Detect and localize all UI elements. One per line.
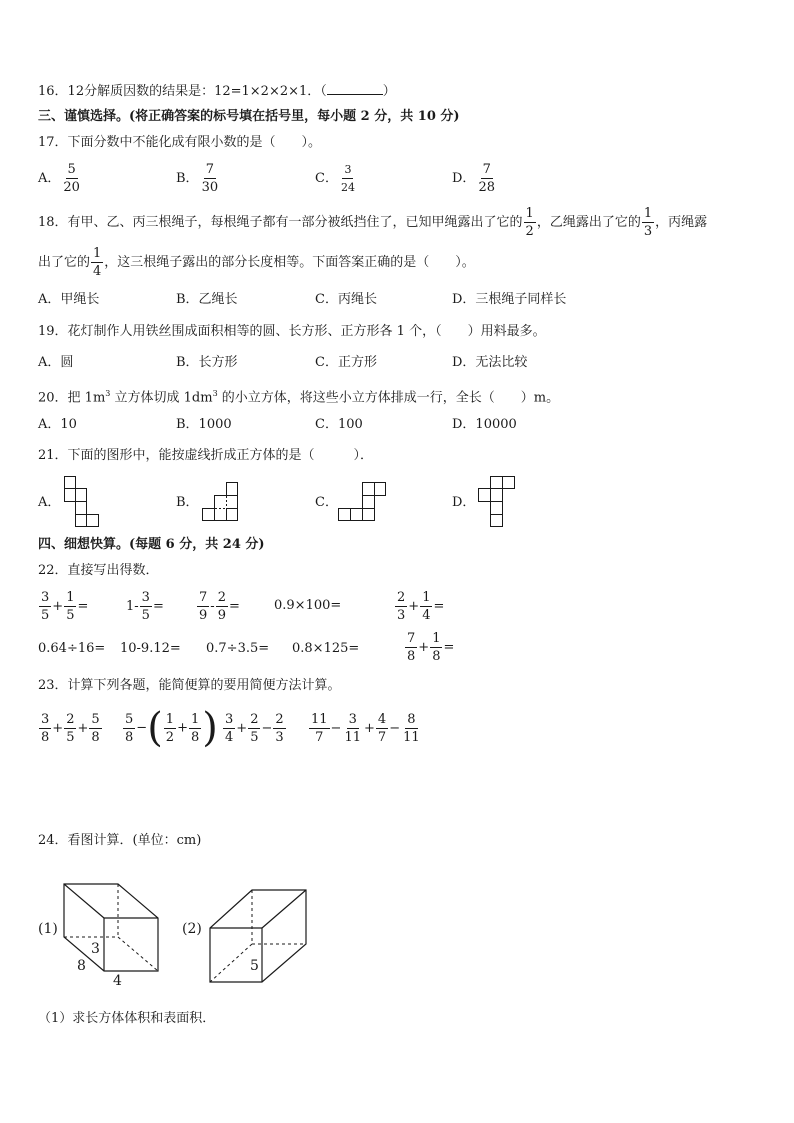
fraction: $\frac{7}{30}$: [201, 162, 219, 195]
q22-item-6: 0.64÷16=: [38, 641, 106, 656]
fraction: $\frac{1}{3}$: [643, 206, 653, 239]
question-18-line-1: 18．有甲、乙、丙三根绳子，每根绳子都有一部分被纸挡住了，已知甲绳露出了它的 $\frac{1}{2}$ ，乙绳露出了它的 $\frac{1}{3}$ ，丙绳露: [38, 206, 708, 239]
question-18-line-2: 出了它的 $\frac{1}{4}$ ，这三根绳子露出的部分长度相等。下面答案正确的是（ ）。: [38, 246, 475, 279]
fraction: $\frac{7}{28}$: [478, 162, 495, 195]
question-20: 20．把 $1m^3$ 立方体切成 $1dm^3$ 的小立方体，将这些小立方体排成一行，全长（ ）m。: [38, 389, 560, 406]
fraction: $\frac{1}{2}$: [525, 206, 534, 239]
q22-item-2: 1- $\frac{3}{5}$ =: [126, 590, 164, 623]
q23-expr-4: $\frac{11}{7}$ − $\frac{3}{11}$ + $\frac{4}{7}$ − $\frac{8}{11}$: [311, 712, 420, 745]
q18-option-d[interactable]: D．三根绳子同样长: [452, 292, 567, 307]
q19-option-c[interactable]: C．正方形: [315, 355, 377, 370]
q19-option-d[interactable]: D．无法比较: [452, 355, 528, 370]
q17-option-c[interactable]: C． $\frac{3}{24}$: [315, 163, 355, 194]
q17-option-b[interactable]: B． $\frac{7}{30}$: [176, 162, 219, 195]
q20-option-c[interactable]: C．100: [315, 417, 363, 432]
q17-option-d[interactable]: D． $\frac{7}{28}$: [452, 162, 495, 195]
q19-option-b[interactable]: B．长方形: [176, 355, 238, 370]
q21-option-c[interactable]: C．: [315, 495, 338, 510]
cube-figure-2: [208, 888, 310, 984]
fraction: $\frac{1}{4}$: [93, 246, 102, 279]
q22-item-10: $\frac{7}{8}$ + $\frac{1}{8}$ =: [407, 631, 455, 664]
q21-option-a[interactable]: A．: [38, 495, 61, 510]
label-width: 8: [77, 958, 86, 974]
q22-item-9: 0.8×125=: [292, 641, 360, 656]
section-3-title: 三、谨慎选择。(将正确答案的标号填在括号里，每小题 2 分，共 10 分): [38, 109, 460, 124]
question-22: 22．直接写出得数．: [38, 563, 159, 578]
q23-expr-3: $\frac{3}{4}$ + $\frac{2}{5}$ − $\frac{2}{3}$: [225, 712, 284, 745]
cube-net-d: [478, 476, 518, 528]
q22-item-1: $\frac{3}{5}$ + $\frac{1}{5}$ =: [41, 590, 89, 623]
q17-option-a[interactable]: A． $\frac{5}{20}$: [38, 162, 80, 195]
question-19: 19．花灯制作人用铁丝围成面积相等的圆、长方形、正方形各 1 个，（ ）用料最多。: [38, 324, 546, 339]
q18-option-c[interactable]: C．丙绳长: [315, 292, 377, 307]
q19-option-a[interactable]: A．圆: [38, 355, 74, 370]
question-17: 17．下面分数中不能化成有限小数的是（ ）。: [38, 135, 322, 150]
label-length: 4: [113, 973, 122, 989]
q22-item-3: $\frac{7}{9}$ - $\frac{2}{9}$ =: [199, 590, 240, 623]
answer-blank[interactable]: [327, 82, 383, 95]
fraction: $\frac{5}{20}$: [63, 162, 80, 195]
figure-2-label: (2): [182, 921, 202, 937]
question-24: 24．看图计算．(单位：cm): [38, 833, 202, 848]
question-24-sub-1: （1）求长方体体积和表面积．: [38, 1011, 216, 1026]
question-23: 23．计算下列各题，能简便算的要用简便方法计算。: [38, 678, 341, 693]
q23-expr-2: $\frac{5}{8}$ −( $\frac{1}{2}$ + $\frac{1}{8}$ ): [125, 705, 218, 751]
fraction: $\frac{3}{24}$: [340, 163, 355, 194]
cube-net-c: [338, 482, 388, 522]
cube-net-a: [64, 476, 104, 528]
q23-expr-1: $\frac{3}{8}$ + $\frac{2}{5}$ + $\frac{5}{8}$: [41, 712, 100, 745]
q20-option-a[interactable]: A．10: [38, 417, 77, 432]
q22-item-5: $\frac{2}{3}$ + $\frac{1}{4}$ =: [397, 590, 445, 623]
q22-item-7: 10-9.12=: [120, 641, 181, 656]
label-height: 3: [91, 941, 100, 957]
question-16: 16．12分解质因数的结果是：12=1×2×2×1．（ ）: [38, 84, 396, 99]
cube-net-b: [202, 482, 240, 522]
q20-option-b[interactable]: B．1000: [176, 417, 232, 432]
q22-item-4: 0.9×100=: [274, 598, 342, 613]
q22-item-8: 0.7÷3.5=: [206, 641, 270, 656]
q20-option-d[interactable]: D．10000: [452, 417, 517, 432]
label-edge: 5: [250, 958, 259, 974]
section-4-title: 四、细想快算。(每题 6 分，共 24 分): [38, 537, 265, 552]
figure-1-label: (1): [38, 921, 58, 937]
q21-option-b[interactable]: B．: [176, 495, 199, 510]
q18-option-a[interactable]: A．甲绳长: [38, 292, 100, 307]
q18-option-b[interactable]: B．乙绳长: [176, 292, 238, 307]
question-21: 21．下面的图形中，能按虚线折成正方体的是（ ）．: [38, 448, 374, 463]
q21-option-d[interactable]: D．: [452, 495, 476, 510]
